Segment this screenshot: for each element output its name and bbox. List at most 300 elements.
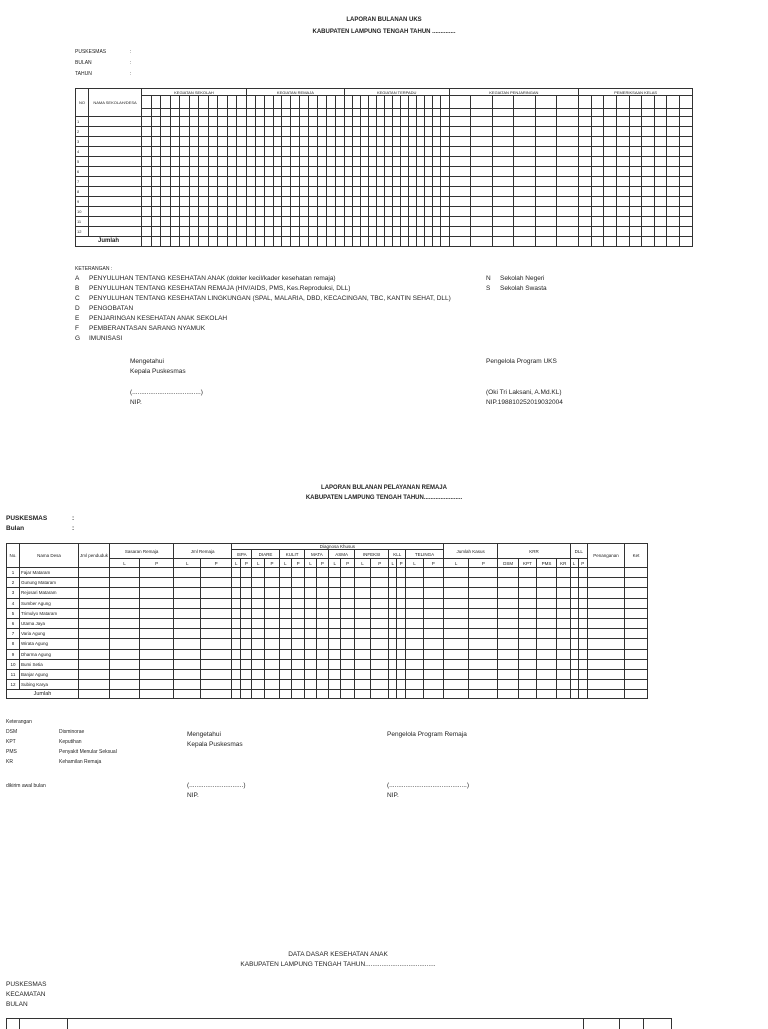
uks-cell — [642, 217, 655, 227]
remaja-cell — [423, 680, 443, 690]
uks-cell — [309, 227, 318, 237]
remaja-cell — [354, 659, 370, 669]
uks-cell — [218, 137, 228, 147]
uks-cell — [642, 227, 655, 237]
uks-total-cell — [642, 237, 655, 247]
uks-total-cell — [227, 237, 237, 247]
school-type-list — [486, 274, 636, 294]
uks-cell — [170, 117, 180, 127]
remaja-cell — [279, 669, 291, 679]
remaja-cell — [469, 598, 498, 608]
remaja-cell — [329, 608, 341, 618]
uks-cell — [492, 217, 514, 227]
uks-total-cell — [180, 237, 190, 247]
uks-cell — [425, 177, 433, 187]
uks-cell — [425, 137, 433, 147]
remaja-right-sign-nip: NIP. — [387, 792, 399, 799]
remaja-cell — [518, 659, 536, 669]
uks-cell — [317, 227, 326, 237]
uks-subhead-cell — [344, 109, 352, 117]
lp-label: L — [252, 559, 265, 568]
remaja-cell — [329, 568, 341, 578]
uks-cell — [335, 117, 344, 127]
school-type-value: Sekolah Negeri — [500, 275, 545, 282]
uks-cell — [401, 217, 409, 227]
uks-cell — [352, 187, 360, 197]
field-label: PUSKESMAS — [75, 49, 107, 55]
uks-cell — [352, 177, 360, 187]
lp-label: L — [110, 559, 140, 568]
uks-cell — [654, 177, 667, 187]
uks-cell — [326, 157, 335, 167]
uks-cell — [326, 217, 335, 227]
krr-item: PMS — [537, 559, 557, 568]
remaja-cell — [341, 629, 355, 639]
uks-subhead-cell — [401, 96, 409, 109]
remaja-cell — [371, 629, 389, 639]
remaja-cell — [371, 659, 389, 669]
uks-cell — [326, 197, 335, 207]
remaja-cell — [241, 618, 252, 628]
uks-cell — [255, 217, 264, 227]
uks-col-group: KEGIATAN REMAJA — [246, 89, 344, 96]
uks-head-no: NO — [76, 89, 89, 117]
remaja-cell — [279, 618, 291, 628]
remaja-total-cell — [406, 690, 424, 699]
uks-cell — [273, 227, 282, 237]
uks-total-cell — [604, 237, 617, 247]
lp-label: P — [397, 559, 406, 568]
remaja-diag-item: DIARE — [252, 550, 279, 559]
field-label: Bulan — [6, 525, 25, 532]
uks-col-group: KEGIATAN SEKOLAH — [142, 89, 247, 96]
uks-cell — [335, 187, 344, 197]
uks-cell — [393, 217, 401, 227]
uks-left-sign-name: (......................................) — [130, 389, 203, 396]
uks-cell — [401, 127, 409, 137]
remaja-cell — [389, 598, 397, 608]
uks-cell — [344, 217, 352, 227]
uks-subhead-cell — [557, 109, 579, 117]
uks-cell — [449, 117, 471, 127]
uks-cell — [282, 117, 291, 127]
uks-cell — [246, 227, 255, 237]
remaja-cell — [389, 669, 397, 679]
uks-ket-key: C — [75, 295, 80, 302]
remaja-cell — [139, 680, 173, 690]
uks-row-name — [89, 147, 142, 157]
uks-subhead-cell — [514, 109, 536, 117]
uks-cell — [227, 167, 237, 177]
remaja-cell — [241, 598, 252, 608]
uks-cell — [352, 217, 360, 227]
remaja-total-cell — [279, 690, 291, 699]
uks-cell — [535, 147, 557, 157]
uks-cell — [255, 147, 264, 157]
uks-left-sign-l2: Kepala Puskesmas — [130, 368, 186, 375]
remaja-cell — [443, 629, 468, 639]
remaja-cell — [588, 618, 625, 628]
remaja-total-cell — [316, 690, 329, 699]
uks-cell — [300, 207, 309, 217]
uks-subhead-cell — [417, 109, 425, 117]
uks-cell — [227, 177, 237, 187]
remaja-cell — [397, 578, 406, 588]
uks-cell — [255, 227, 264, 237]
uks-cell — [246, 147, 255, 157]
remaja-ket-item — [6, 759, 176, 769]
remaja-cell — [578, 588, 587, 598]
remaja-cell — [518, 618, 536, 628]
uks-cell — [642, 197, 655, 207]
remaja-head-penduduk: Jml penduduk — [79, 544, 110, 568]
uks-cell — [335, 157, 344, 167]
uks-total-cell — [142, 237, 152, 247]
uks-total-cell — [264, 237, 273, 247]
remaja-cell — [578, 649, 587, 659]
remaja-cell — [110, 598, 140, 608]
uks-cell — [557, 117, 579, 127]
remaja-cell — [341, 578, 355, 588]
uks-cell — [514, 137, 536, 147]
remaja-total-cell — [397, 690, 406, 699]
uks-cell — [401, 157, 409, 167]
uks-row-number: 11 — [76, 217, 89, 227]
uks-cell — [291, 227, 300, 237]
uks-cell — [208, 187, 218, 197]
uks-cell — [170, 127, 180, 137]
uks-cell — [679, 207, 692, 217]
remaja-cell — [389, 680, 397, 690]
remaja-cell — [110, 578, 140, 588]
uks-cell — [161, 227, 171, 237]
uks-cell — [360, 227, 368, 237]
uks-total-cell — [273, 237, 282, 247]
remaja-cell — [174, 568, 201, 578]
remaja-cell — [265, 608, 280, 618]
table-divider — [583, 1019, 584, 1029]
uks-cell — [300, 117, 309, 127]
remaja-cell — [625, 598, 648, 608]
uks-cell — [535, 117, 557, 127]
uks-cell — [335, 137, 344, 147]
uks-cell — [604, 147, 617, 157]
remaja-cell — [397, 568, 406, 578]
remaja-cell — [389, 659, 397, 669]
uks-total-cell — [591, 237, 604, 247]
remaja-cell — [389, 618, 397, 628]
remaja-cell — [139, 669, 173, 679]
uks-cell — [360, 187, 368, 197]
uks-cell — [417, 217, 425, 227]
uks-cell — [401, 147, 409, 157]
remaja-cell — [329, 629, 341, 639]
uks-cell — [514, 227, 536, 237]
uks-cell — [227, 137, 237, 147]
uks-cell — [471, 147, 493, 157]
uks-subhead-cell — [471, 96, 493, 109]
remaja-head-kasus: Jumlah Kasus — [443, 544, 497, 559]
uks-row-name — [89, 127, 142, 137]
uks-cell — [199, 147, 209, 157]
lp-label: L — [389, 559, 397, 568]
remaja-cell — [231, 680, 240, 690]
uks-cell — [344, 227, 352, 237]
remaja-cell — [397, 669, 406, 679]
table-divider — [619, 1019, 620, 1029]
uks-subhead-cell — [369, 96, 377, 109]
uks-cell — [377, 147, 385, 157]
uks-cell — [309, 197, 318, 207]
uks-subhead-cell — [377, 109, 385, 117]
uks-cell — [360, 167, 368, 177]
remaja-cell — [389, 639, 397, 649]
remaja-head-sasaran: Sasaran Remaja — [110, 544, 174, 559]
uks-row-number: 7 — [76, 177, 89, 187]
remaja-cell — [139, 649, 173, 659]
uks-cell — [255, 137, 264, 147]
remaja-cell — [389, 578, 397, 588]
remaja-cell — [498, 639, 518, 649]
uks-total-cell — [208, 237, 218, 247]
uks-cell — [282, 187, 291, 197]
remaja-cell — [341, 639, 355, 649]
remaja-total-cell — [588, 690, 625, 699]
uks-subhead-cell — [492, 96, 514, 109]
remaja-cell — [625, 629, 648, 639]
remaja-cell — [537, 578, 557, 588]
uks-cell — [449, 207, 471, 217]
uks-cell — [629, 187, 642, 197]
uks-cell — [492, 147, 514, 157]
uks-row-name — [89, 217, 142, 227]
uks-total-cell — [441, 237, 449, 247]
remaja-cell — [557, 649, 571, 659]
uks-cell — [369, 137, 377, 147]
remaja-cell — [329, 598, 341, 608]
uks-ket-value: PENGOBATAN — [89, 305, 134, 312]
lp-label: P — [139, 559, 173, 568]
uks-cell — [579, 217, 592, 227]
remaja-head-jml-remaja: Jml Remaja — [174, 544, 232, 559]
uks-row-name — [89, 117, 142, 127]
uks-cell — [246, 137, 255, 147]
remaja-cell — [498, 649, 518, 659]
remaja-cell — [79, 649, 110, 659]
remaja-cell — [371, 578, 389, 588]
uks-total-cell — [433, 237, 441, 247]
uks-cell — [142, 197, 152, 207]
remaja-cell — [279, 608, 291, 618]
remaja-ket-item — [6, 749, 176, 759]
uks-subhead-cell — [667, 109, 680, 117]
uks-cell — [557, 137, 579, 147]
remaja-cell — [79, 680, 110, 690]
uks-cell — [514, 117, 536, 127]
uks-cell — [317, 187, 326, 197]
uks-total-cell — [161, 237, 171, 247]
remaja-cell — [389, 588, 397, 598]
uks-cell — [335, 217, 344, 227]
remaja-cell — [316, 659, 329, 669]
remaja-cell — [578, 659, 587, 669]
lp-label: L — [279, 559, 291, 568]
uks-cell — [142, 157, 152, 167]
remaja-cell — [498, 618, 518, 628]
uks-total-cell — [667, 237, 680, 247]
remaja-cell — [397, 639, 406, 649]
remaja-cell — [557, 639, 571, 649]
anak-field-kecamatan: KECAMATAN — [6, 991, 46, 998]
uks-subhead-cell — [441, 109, 449, 117]
uks-cell — [591, 137, 604, 147]
uks-ket-value: IMUNISASI — [89, 335, 123, 342]
uks-subhead-cell — [317, 96, 326, 109]
uks-cell — [273, 177, 282, 187]
uks-cell — [273, 217, 282, 227]
uks-cell — [401, 207, 409, 217]
uks-cell — [291, 207, 300, 217]
remaja-cell — [279, 659, 291, 669]
uks-cell — [369, 157, 377, 167]
remaja-cell — [305, 608, 316, 618]
uks-cell — [535, 157, 557, 167]
uks-cell — [514, 127, 536, 137]
remaja-cell — [406, 669, 424, 679]
remaja-cell — [518, 588, 536, 598]
uks-cell — [344, 127, 352, 137]
remaja-cell — [201, 588, 232, 598]
remaja-cell — [79, 598, 110, 608]
remaja-cell — [371, 608, 389, 618]
uks-cell — [591, 167, 604, 177]
uks-cell — [616, 227, 629, 237]
uks-cell — [218, 177, 228, 187]
remaja-total-cell — [110, 690, 140, 699]
remaja-ket-key: DSM — [6, 729, 18, 735]
remaja-total-cell — [625, 690, 648, 699]
remaja-cell — [291, 618, 305, 628]
uks-cell — [170, 217, 180, 227]
uks-cell — [326, 187, 335, 197]
remaja-cell — [423, 578, 443, 588]
uks-cell — [492, 137, 514, 147]
uks-cell — [300, 177, 309, 187]
remaja-cell — [578, 669, 587, 679]
uks-cell — [227, 207, 237, 217]
uks-cell — [393, 127, 401, 137]
uks-subhead-cell — [344, 96, 352, 109]
remaja-cell — [329, 649, 341, 659]
uks-cell — [360, 117, 368, 127]
remaja-cell — [265, 568, 280, 578]
uks-cell — [591, 217, 604, 227]
village-name: Subing Karya — [20, 680, 79, 690]
uks-row-number: 10 — [76, 207, 89, 217]
uks-cell — [579, 177, 592, 187]
remaja-cell — [305, 578, 316, 588]
village-number: 10 — [7, 659, 20, 669]
remaja-total-cell — [537, 690, 557, 699]
uks-cell — [317, 177, 326, 187]
uks-cell — [180, 147, 190, 157]
remaja-report-subtitle: KABUPATEN LAMPUNG TENGAH TAHUN....................... — [305, 495, 463, 501]
uks-total-cell — [189, 237, 199, 247]
remaja-cell — [329, 618, 341, 628]
uks-subhead-cell — [679, 109, 692, 117]
uks-right-sign-nip: NIP.198810252019032004 — [486, 399, 563, 406]
uks-cell — [300, 227, 309, 237]
uks-subhead-cell — [401, 109, 409, 117]
remaja-total-cell — [231, 690, 240, 699]
remaja-cell — [570, 618, 578, 628]
uks-cell — [317, 117, 326, 127]
uks-cell — [199, 197, 209, 207]
uks-total-cell — [300, 237, 309, 247]
uks-subhead-cell — [282, 96, 291, 109]
uks-cell — [227, 197, 237, 207]
uks-cell — [255, 177, 264, 187]
remaja-cell — [423, 568, 443, 578]
remaja-total-cell — [305, 690, 316, 699]
uks-cell — [189, 157, 199, 167]
uks-cell — [629, 207, 642, 217]
uks-cell — [291, 137, 300, 147]
uks-subhead-cell — [492, 109, 514, 117]
remaja-cell — [341, 568, 355, 578]
uks-cell — [471, 177, 493, 187]
uks-cell — [151, 117, 161, 127]
uks-cell — [199, 207, 209, 217]
uks-cell — [344, 147, 352, 157]
uks-cell — [309, 177, 318, 187]
uks-cell — [208, 197, 218, 207]
uks-cell — [208, 177, 218, 187]
uks-subhead-cell — [142, 96, 152, 109]
uks-cell — [604, 217, 617, 227]
uks-subhead-cell — [309, 109, 318, 117]
uks-cell — [393, 197, 401, 207]
anak-report-subtitle: KABUPATEN LAMPUNG TENGAH TAHUN....................................... — [240, 961, 436, 968]
uks-cell — [227, 127, 237, 137]
uks-subhead-cell — [151, 109, 161, 117]
uks-cell — [604, 187, 617, 197]
uks-subhead-cell — [604, 109, 617, 117]
uks-cell — [317, 147, 326, 157]
remaja-cell — [371, 568, 389, 578]
uks-cell — [557, 167, 579, 177]
uks-cell — [291, 217, 300, 227]
lp-label: P — [291, 559, 305, 568]
remaja-total-cell — [241, 690, 252, 699]
remaja-cell — [371, 618, 389, 628]
uks-cell — [360, 127, 368, 137]
uks-cell — [326, 227, 335, 237]
uks-row-name — [89, 177, 142, 187]
uks-cell — [441, 157, 449, 167]
uks-cell — [142, 227, 152, 237]
uks-cell — [604, 227, 617, 237]
uks-cell — [227, 217, 237, 227]
uks-cell — [579, 227, 592, 237]
remaja-cell — [625, 618, 648, 628]
uks-right-sign-l1: Pengelola Program UKS — [486, 358, 557, 365]
uks-cell — [208, 127, 218, 137]
uks-cell — [227, 117, 237, 127]
remaja-cell — [443, 588, 468, 598]
uks-cell — [385, 117, 393, 127]
uks-cell — [199, 167, 209, 177]
